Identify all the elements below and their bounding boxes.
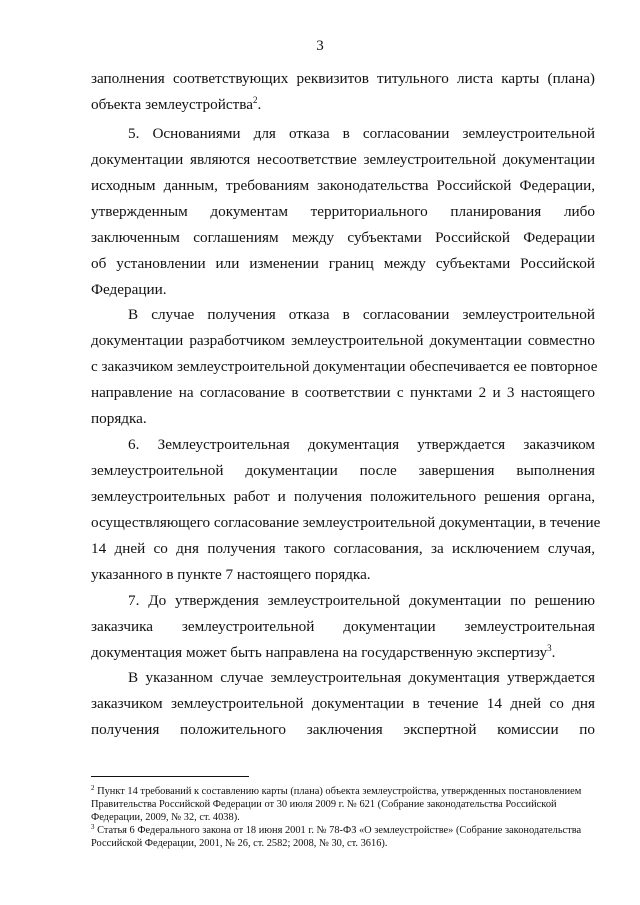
text-line-content: Федерации. <box>91 281 167 298</box>
text-line-content: В случае получения отказа в согласовании землеустроительной <box>128 306 595 323</box>
text-line-content: порядка. <box>91 410 147 427</box>
text-line-content: объекта землеустройства <box>91 96 253 113</box>
text-line <box>91 255 595 273</box>
text-line <box>128 669 595 687</box>
text-line <box>91 462 595 480</box>
text-line <box>91 384 595 402</box>
text-line <box>91 566 595 584</box>
text-line <box>128 306 595 324</box>
text-line <box>91 203 595 221</box>
text-line-content: В указанном случае землеустроительная документация утверждается <box>128 669 595 686</box>
text-line-content: документации разработчиком землеустроительной документации совместно <box>91 332 595 349</box>
text-line <box>91 332 595 350</box>
footnote-line <box>91 824 595 837</box>
footnote-line <box>91 785 595 798</box>
text-line-content: 5. Основаниями для отказа в согласовании землеустроительной <box>128 125 595 142</box>
text-line-tail: . <box>257 96 262 113</box>
text-line-content: 6. Землеустроительная документация утверждается заказчиком <box>128 436 595 453</box>
text-line <box>91 229 595 247</box>
footnote-number: 3 <box>91 823 95 831</box>
text-line-content: заполнения соответствующих реквизитов титульного листа карты (плана) <box>91 70 595 87</box>
text-line-tail: . <box>551 644 556 661</box>
text-line-content: документации являются несоответствие землеустроительной документации <box>91 151 595 168</box>
text-line-content: землеустроительной документации после завершения выполнения <box>91 462 595 479</box>
text-line <box>91 358 598 376</box>
text-line-content: с заказчиком землеустроительной документации обеспечивается ее повторное <box>91 358 598 375</box>
footnote-reference[interactable]: 2 <box>252 95 258 105</box>
text-line-content: заключенным соглашениям между субъектами Российской Федерации <box>91 229 595 246</box>
text-line <box>91 151 595 169</box>
text-line-content: осуществляющего согласование землеустроительной документации, в течение <box>91 514 601 531</box>
text-line <box>91 618 595 636</box>
text-line-content: получения положительного заключения экспертной комиссии по <box>91 721 595 738</box>
text-line <box>91 410 595 428</box>
footnote-number: 2 <box>91 784 95 792</box>
text-line <box>91 96 595 114</box>
footnote-separator <box>91 776 249 777</box>
text-line <box>91 540 595 558</box>
text-line-content: указанного в пункте 7 настоящего порядка. <box>91 566 371 583</box>
text-line-content: 14 дней со дня получения такого согласования, за исключением случая, <box>91 540 595 557</box>
text-line-content: направление на согласование в соответствии с пунктами 2 и 3 настоящего <box>91 384 595 401</box>
footnote-line <box>91 811 595 824</box>
text-line <box>128 592 595 610</box>
text-line-content: 7. До утверждения землеустроительной документации по решению <box>128 592 595 609</box>
footnote-text: Пункт 14 требований к составлению карты (плана) объекта землеустройства, утвержденных постановлением <box>94 786 582 797</box>
footnote-line <box>91 798 595 811</box>
text-line <box>91 281 595 299</box>
text-line-content: заказчиком землеустроительной документации в течение 14 дней со дня <box>91 695 595 712</box>
text-line <box>91 177 595 195</box>
text-line-content: заказчика землеустроительной документации землеустроительная <box>91 618 595 635</box>
text-line-content: землеустроительных работ и получения положительного решения органа, <box>91 488 595 505</box>
text-line-content: утвержденным документам территориального планирования либо <box>91 203 595 220</box>
footnote-text: Российской Федерации, 2001, № 26, ст. 2582; 2008, № 30, ст. 3616). <box>91 838 388 849</box>
text-line <box>91 488 595 506</box>
text-line-content: об установлении или изменении границ между субъектами Российской <box>91 255 595 272</box>
text-line-content: документация может быть направлена на государственную экспертизу <box>91 644 548 661</box>
text-line <box>91 644 595 662</box>
footnote-line <box>91 837 595 850</box>
footnote-reference[interactable]: 3 <box>547 643 552 653</box>
text-line <box>91 695 595 713</box>
text-line-content: исходным данным, требованиям законодательства Российской Федерации, <box>91 177 595 194</box>
text-line <box>91 721 595 739</box>
text-line <box>91 514 601 532</box>
page-number: 3 <box>316 38 324 54</box>
text-line <box>128 125 595 143</box>
footnote-text: Федерации, 2009, № 32, ст. 4038). <box>91 812 240 823</box>
footnote-text: Статья 6 Федерального закона от 18 июня 2001 г. № 78-ФЗ «О землеустройстве» (Собрание законодательства <box>94 825 582 836</box>
footnote-text: Правительства Российской Федерации от 30 июля 2009 г. № 621 (Собрание законодательства Российской <box>91 799 557 810</box>
text-line <box>128 436 595 454</box>
text-line <box>91 70 595 88</box>
